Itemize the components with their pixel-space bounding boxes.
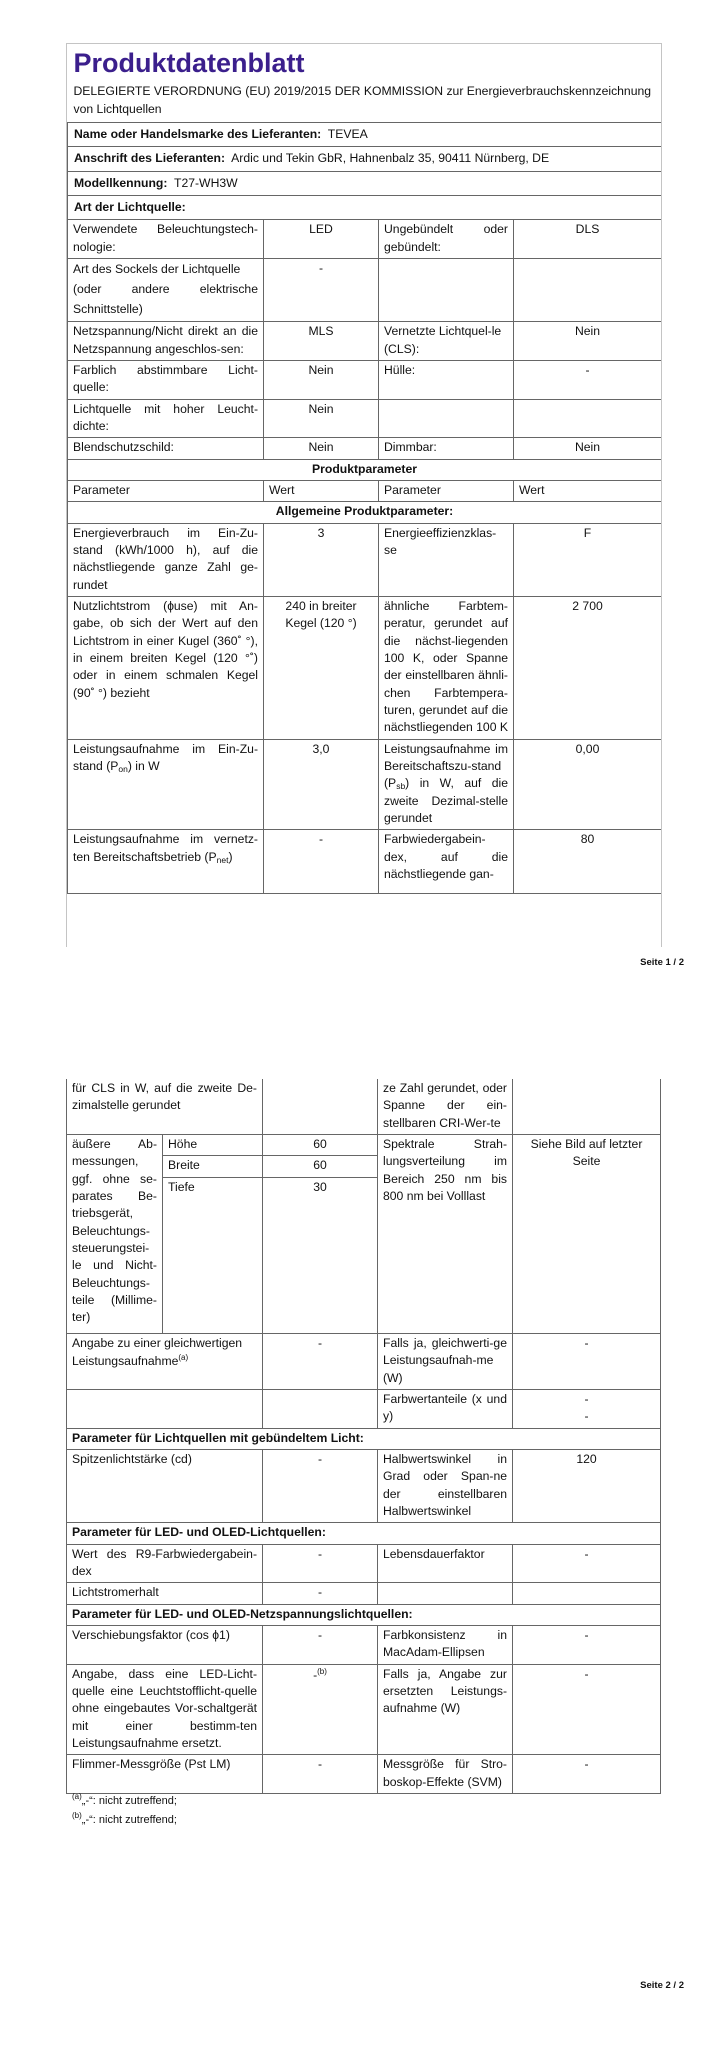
displacement-label: Verschiebungsfaktor (cos ϕ1) [67,1625,263,1664]
psb-subscript: sb [396,781,406,792]
width-label: Breite [163,1156,263,1177]
led-heading: Parameter für LED- und OLED-Lichtquellen: [67,1523,661,1544]
pon-label [68,739,264,830]
column-header-value: Wert [264,480,379,501]
datasheet-frame-page-2 [66,1079,660,1794]
maintenance-value: - [263,1583,378,1604]
regulation-text: DELEGIERTE VERORDNUNG (EU) 2019/2015 DER KOMMISSION zur Energieverbrauchskennzeichnung von Lichtquellen [73,84,652,116]
height-value: 60 [263,1134,378,1155]
dls-heading: Parameter für Lichtquellen mit gebündeltem Licht: [67,1428,661,1449]
r9-label: Wert des R9-Farbwiedergabein-dex [67,1544,263,1583]
empty-cell [513,1583,661,1604]
datasheet-header [68,44,662,123]
energy-class-value: F [514,523,662,596]
connected-value: Nein [514,322,662,361]
column-header-parameter: Parameter [379,480,514,501]
consistency-value: - [513,1625,661,1664]
dimensions-label: äußere Ab-messungen, ggf. ohne se-parates Be-triebsgerät, Beleuchtungs-steuerungstei-le und Nicht-Beleuchtungs-teile (Millime-ter) [67,1134,163,1333]
equivalent-label [67,1333,263,1389]
page-2 [0,1000,724,2048]
equivalent-value: - [263,1333,378,1389]
footnote-b-text: „-“: nicht zutreffend; [81,1814,177,1827]
chroma-value-x: - [584,1391,589,1406]
replace-falls-label: Falls ja, Angabe zur ersetzten Leistungs-aufnahme (W) [378,1664,513,1755]
height-label: Höhe [163,1134,263,1155]
equivalent-footnote-mark: (a) [178,1353,189,1363]
psb-value: 0,00 [514,739,662,830]
cri-value: 80 [514,830,662,894]
spectral-label: Spektrale Strah-lungsverteilung im Bereich 250 nm bis 800 nm bei Volllast [378,1134,513,1333]
empty-cell [379,399,514,438]
page-1 [0,0,724,1000]
supplier-address-row [68,147,662,171]
survival-value: - [513,1544,661,1583]
chroma-values [513,1389,661,1428]
focused-value: DLS [514,220,662,259]
empty-cell [67,1389,263,1428]
tunable-value: Nein [264,360,379,399]
cri-label-continued: ze Zahl gerundet, oder Spanne der ein-stellbaren CRI-Wer-te [378,1079,513,1134]
footnote-a [72,1791,177,1810]
empty-cell [263,1079,378,1134]
focused-label: Ungebündelt oder gebündelt: [379,220,514,259]
flux-label: Nutzlichtstrom (ɸuse) mit An-gabe, ob sich der Wert auf den Lichtstrom in einer Kugel (360˚ °), in einem breiten Kegel (120 °˚) oder in einem schmalen Kegel (90˚ °) bezieht [68,596,264,739]
supplier-address-value: Ardic und Tekin GbR, Hahnenbalz 35, 90411 Nürnberg, DE [231,151,550,166]
dimmable-value: Nein [514,438,662,459]
svm-value: - [513,1755,661,1794]
cct-value: 2 700 [514,596,662,739]
model-value: T27-WH3W [174,175,238,190]
replace-value [263,1664,378,1755]
column-header-parameter: Parameter [68,480,264,501]
supplier-name-row [68,123,662,147]
peak-intensity-value: - [263,1449,378,1522]
pnet-label-continued: für CLS in W, auf die zweite De-zimalstelle gerundet [67,1079,263,1134]
datasheet-table-page-2 [66,1079,661,1794]
r9-value: - [263,1544,378,1583]
highlum-value: Nein [264,399,379,438]
antiglare-value: Nein [264,438,379,459]
cap-label-line-1: Art des Sockels der Lichtquelle [73,262,241,277]
envelope-value: - [514,360,662,399]
replace-label: Angabe, dass eine LED-Licht-quelle eine Leuchtstofflicht-quelle ohne eingebautes Vor-schaltgerät mit einer bestimm-ten Leistungsaufnahme ersetzt. [67,1664,263,1755]
beam-angle-value: 120 [513,1449,661,1522]
psb-label [379,739,514,830]
general-params-heading: Allgemeine Produktparameter: [68,502,662,523]
page-number: Seite 1 / 2 [640,957,684,968]
datasheet-frame-page-1 [66,43,662,947]
footnote-b-mark: (b) [72,1811,82,1821]
footnote-a-mark: (a) [72,1792,82,1801]
pon-label-unit: ) in W [127,758,160,773]
empty-cell [379,259,514,322]
chroma-label: Farbwertanteile (x und y) [378,1389,513,1428]
pnet-label-text: Leistungsaufnahme im vernetz-ten Bereitschaftsbetrieb (P [73,832,258,864]
replace-value-text: - [313,1667,318,1682]
chroma-value-y: - [584,1409,589,1424]
survival-label: Lebensdauerfaktor [378,1544,513,1583]
footnote-b [72,1810,177,1829]
pnet-value: - [264,830,379,894]
displacement-value: - [263,1625,378,1664]
replace-footnote-mark: (b) [317,1666,327,1676]
model-label: Modellkennung: [74,175,168,190]
page-title: Produktdatenblatt [73,48,305,78]
pon-value: 3,0 [264,739,379,830]
product-params-heading: Produktparameter [68,459,662,480]
mains-value: MLS [264,322,379,361]
footnote-a-text: „-“: nicht zutreffend; [81,1795,177,1807]
technology-label: Verwendete Beleuchtungstech-nologie: [68,220,264,259]
width-value: 60 [263,1156,378,1177]
antiglare-label: Blendschutzschild: [68,438,264,459]
cap-label-line-2: (oder andere elektrische Schnittstelle) [73,281,258,316]
pon-label-text: Leistungsaufnahme im Ein-Zu-stand (P [73,741,258,773]
equivalent-falls-value: - [513,1333,661,1389]
supplier-address-label: Anschrift des Lieferanten: [74,151,226,166]
cct-label: ähnliche Farbtem-peratur, gerundet auf die nächst-liegenden 100 K, oder Spanne der einstellbaren ähnli-chen Farbtempera-turen, gerundet auf die nächstliegenden 100 K [379,596,514,739]
empty-cell [514,399,662,438]
flicker-label: Flimmer-Messgröße (Pst LM) [67,1755,263,1794]
tunable-label: Farblich abstimmbare Licht-quelle: [68,360,264,399]
cap-label [68,259,264,322]
pon-subscript: on [118,763,128,774]
energy-class-label: Energieeffizienzklas-se [379,523,514,596]
equivalent-falls-label: Falls ja, gleichwerti-ge Leistungsaufnah-me (W) [378,1333,513,1389]
energy-value: 3 [264,523,379,596]
page-number: Seite 2 / 2 [640,1980,684,1991]
psb-label-text: Leistungsaufnahme im Bereitschaftszu-stand (P [384,741,508,791]
technology-value: LED [264,220,379,259]
supplier-name-label: Name oder Handelsmarke des Lieferanten: [74,127,322,142]
lightsource-heading: Art der Lichtquelle: [68,196,662,220]
psb-label-unit: ) in W, auf die zweite Dezimal-stelle gerundet [384,776,508,825]
depth-value: 30 [263,1177,378,1333]
flicker-value: - [263,1755,378,1794]
spectral-value: Siehe Bild auf letzter Seite [513,1134,661,1333]
flux-value: 240 in breiter Kegel (120 °) [264,596,379,739]
pnet-subscript: net [216,854,229,865]
peak-intensity-label: Spitzenlichtstärke (cd) [67,1449,263,1522]
maintenance-label: Lichtstromerhalt [67,1583,263,1604]
svm-label: Messgröße für Stro-boskop-Effekte (SVM) [378,1755,513,1794]
depth-label: Tiefe [163,1177,263,1333]
equivalent-label-text: Angabe zu einer gleichwertigen Leistungsaufnahme [72,1335,243,1369]
envelope-label: Hülle: [379,360,514,399]
beam-angle-label: Halbwertswinkel in Grad oder Span-ne der einstellbaren Halbwertswinkel [378,1449,513,1522]
consistency-label: Farbkonsistenz in MacAdam-Ellipsen [378,1625,513,1664]
pnet-label-close: ) [228,849,233,864]
empty-cell [514,259,662,322]
model-row [68,171,662,195]
empty-cell [263,1389,378,1428]
empty-cell [513,1079,661,1134]
supplier-name-value: TEVEA [327,127,368,142]
highlum-label: Lichtquelle mit hoher Leucht-dichte: [68,399,264,438]
dimmable-label: Dimmbar: [379,438,514,459]
energy-label: Energieverbrauch im Ein-Zu-stand (kWh/1000 h), auf die nächstliegende ganze Zahl ge-rundet [68,523,264,596]
cri-label: Farbwiedergabein-dex, auf die nächstliegende gan- [379,830,514,894]
connected-label: Vernetzte Lichtquel-le (CLS): [379,322,514,361]
datasheet-table-page-1 [67,44,662,894]
footnotes [72,1791,177,1829]
mains-params-heading: Parameter für LED- und OLED-Netzspannungslichtquellen: [67,1604,661,1625]
cap-value: - [264,259,379,322]
empty-cell [378,1583,513,1604]
replace-falls-value: - [513,1664,661,1755]
pnet-label [68,830,264,894]
mains-label: Netzspannung/Nicht direkt an die Netzspannung angeschlos-sen: [68,322,264,361]
column-header-value: Wert [514,480,662,501]
